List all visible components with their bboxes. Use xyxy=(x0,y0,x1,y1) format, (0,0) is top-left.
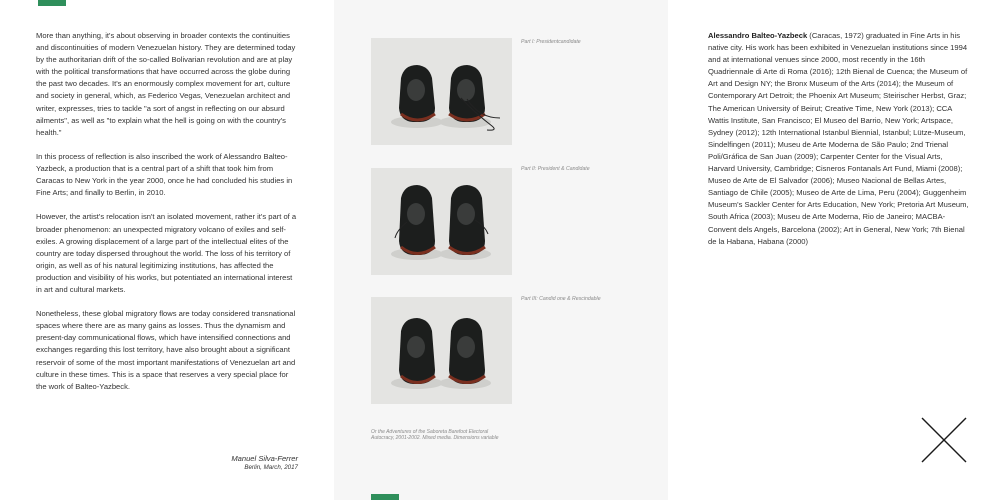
artist-bio-text: (Caracas, 1972) graduated in Fine Arts in his native city. His work has been exhibited in Venezuelan institutions since 1994 and at international venues since 2000, most recently in the 16th Quadriennale di Arte di Roma (2016); 12th Bienal de Cuenca; the Museum of Art and Design NY; the Bronx Museum of the Arts (2014); the Museum of Contemporary Art Detroit; the Phoenix Art Museum; Steirischer Herbst, Graz; The American University of Beirut; Creative Time, New York (2013); CCA Wattis Institute, San Francisco; El Museo del Barrio, New York; Artspace, Sydney (2012); 12th International Istanbul Biennial, Istanbul; Lütze-Museum, Sindelfingen (2011); Museu de Arte Moderna de São Paulo; 2nd Trienal Poli/Gráfica de San Juan (2009); Carpenter Center for the Visual Arts, Harvard University, Cambridge; Cisneros Fontanals Art Fund, Miami (2008); Museo de Arte de El Salvador (2006); Museo Nacional de Bellas Artes, Santiago de Chile (2005); Museo de Arte de Lima, Peru (2004); Guggenheim Museum's Sackler Center for Arts Education, New York; Pretoria Art Museum, South Africa (2003); Museu de Arte Moderna, Rio de Janeiro; MACBA-Convent dels Angels, Barcelona (2002); Art in General, New York; 7th Bienal de la Habana, Habana (2000) xyxy=(708,31,969,246)
shoes-photo-icon xyxy=(371,38,512,145)
green-page-tab xyxy=(38,0,66,6)
shoes-photo-part-1 xyxy=(371,38,512,145)
essay-paragraph: More than anything, it's about observing in broader contexts the continuities and discontinuities of modern Venezuelan history. They are determined today by the authoritarian drift of the so-called Bolivarian revolution and are at play with the political transformations that have occurred across the globe during the past two decades. It's an enormously complex movement for art, culture and society in general, which, as Federico Vegas, Venezuelan architect and writer, expresses, tries to tackle "a sort of angst in reflecting on our absurd ailments", as well as "to explain what the hell is going on with the country's health." xyxy=(36,31,296,137)
signature-name: Manuel Silva-Ferrer xyxy=(231,454,298,463)
shoes-photo-icon xyxy=(371,168,512,275)
close-x-icon xyxy=(921,417,967,463)
essay-paragraph: However, the artist's relocation isn't an isolated movement, rather it's part of a broader phenomenon: an unexpected migratory volcano of exiles and self-exiles. A growing displacement of a large part of the intellectual elites of the country are today dispersed throughout the world. The loss of his territory of origin, as well as of his natural legitimizing institutions, has affected the production and visibility of his works, but potentiated an international interest in art and cultural markets. xyxy=(36,212,297,294)
part-caption-3: Part III: Candid one & Rescindable xyxy=(521,296,601,302)
signature-place: Berlin, March, 2017 xyxy=(244,464,298,471)
artist-name: Alessandro Balteo-Yazbeck xyxy=(708,31,808,40)
signature-block xyxy=(160,454,298,472)
green-page-tab-bottom xyxy=(371,494,399,500)
essay-text xyxy=(36,30,298,405)
left-page xyxy=(0,0,334,500)
shoes-photo-icon xyxy=(371,297,512,404)
shoes-photo-part-2 xyxy=(371,168,512,275)
essay-paragraph: Nonetheless, these global migratory flows are today considered transnational spaces where there are as many gains as losses. Thus the dynamism and present-day communicational flows, which have intensified connections and exchanges regarding this lost territory, have also brought about a significant reservoir of some of the most important manifestations of Venezuelan art and culture in these times. This is a space that reserves a very special place for the work of Balteo-Yazbeck. xyxy=(36,309,296,391)
shoes-photo-part-3 xyxy=(371,297,512,404)
essay-paragraph: In this process of reflection is also inscribed the work of Alessandro Balteo-Yazbeck, a production that is a central part of a shift that took him from Caracas to New York in the year 2000, once he had concluded his studies in Fine Arts; and finally to Berlin, in 2010. xyxy=(36,151,293,198)
work-caption: Or the Adventures of the Saboreta Barefoot Electoral Autocracy, 2001-2002. Mixed media. Dimensions variable xyxy=(371,429,499,442)
artist-bio xyxy=(708,30,970,248)
part-caption-1: Part I: Presidentcandidate xyxy=(521,39,581,45)
part-caption-2: Part II: President & Candidate xyxy=(521,166,590,172)
